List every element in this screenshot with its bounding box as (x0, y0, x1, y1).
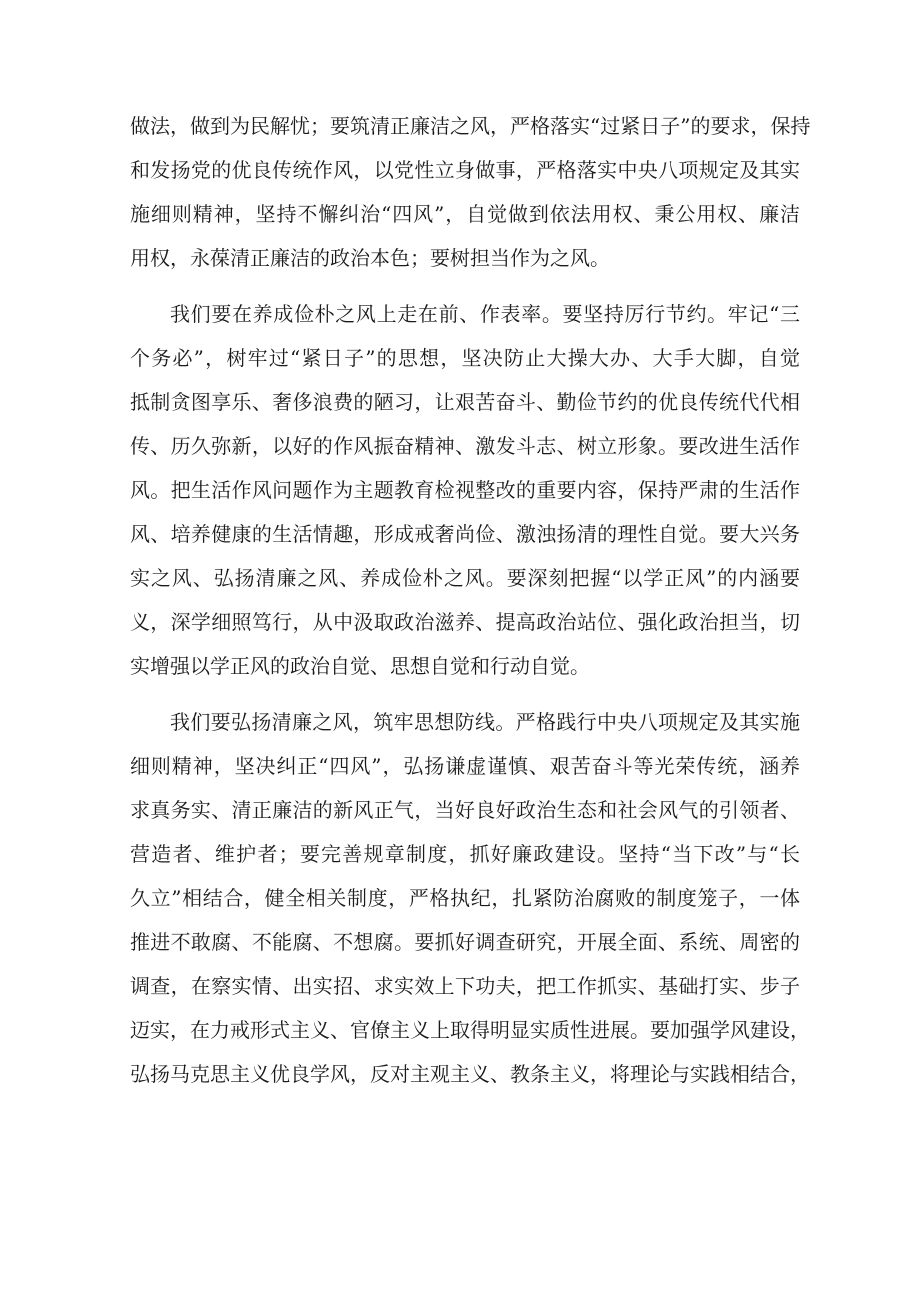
paragraph (130, 104, 811, 280)
text-line: 迈实，在力戒形式主义、官僚主义上取得明显实质性进展。要加强学风建设， (130, 1018, 810, 1042)
text-line: 实之风、弘扬清廉之风、养成俭朴之风。要深刻把握“以学正风”的内涵要 (130, 566, 800, 590)
text-line: 我们要在养成俭朴之风上走在前、作表率。要坚持厉行节约。牢记“三 (170, 302, 800, 326)
text-line: 调查，在察实情、出实招、求实效上下功夫，把工作抓实、基础打实、步子 (130, 974, 800, 998)
text-line: 义，深学细照笃行，从中汲取政治滋养、提高政治站位、强化政治担当，切 (130, 610, 800, 634)
text-line: 久立”相结合，健全相关制度，严格执纪，扎紧防治腐败的制度笼子，一体 (130, 886, 800, 910)
text-line: 风。把生活作风问题作为主题教育检视整改的重要内容，保持严肃的生活作 (130, 478, 800, 502)
text-line: 施细则精神，坚持不懈纠治“四风”，自觉做到依法用权、秉公用权、廉洁 (130, 202, 800, 226)
text-line: 求真务实、清正廉洁的新风正气，当好良好政治生态和社会风气的引领者、 (130, 798, 800, 822)
text-line: 做法，做到为民解忧；要筑清正廉洁之风，严格落实“过紧日子”的要求，保持 (130, 114, 811, 138)
text-line: 我们要弘扬清廉之风，筑牢思想防线。严格践行中央八项规定及其实施 (170, 710, 800, 734)
text-line: 传、历久弥新，以好的作风振奋精神、激发斗志、树立形象。要改进生活作 (130, 434, 800, 458)
text-line: 和发扬党的优良传统作风，以党性立身做事，严格落实中央八项规定及其实 (130, 158, 800, 182)
paragraph (130, 292, 800, 688)
text-line: 实增强以学正风的政治自觉、思想自觉和行动自觉。 (130, 654, 590, 678)
text-line: 用权，永葆清正廉洁的政治本色；要树担当作为之风。 (130, 246, 610, 270)
text-line: 个务必”，树牢过“紧日子”的思想，坚决防止大操大办、大手大脚，自觉 (130, 346, 800, 370)
paragraph-spacer (130, 280, 800, 292)
text-line: 推进不敢腐、不能腐、不想腐。要抓好调查研究，开展全面、系统、周密的 (130, 930, 800, 954)
text-line: 抵制贪图享乐、奢侈浪费的陋习，让艰苦奋斗、勤俭节约的优良传统代代相 (130, 390, 800, 414)
text-line: 风、培养健康的生活情趣，形成戒奢尚俭、激浊扬清的理性自觉。要大兴务 (130, 522, 800, 546)
text-line: 细则精神，坚决纠正“四风”，弘扬谦虚谨慎、艰苦奋斗等光荣传统，涵养 (130, 754, 800, 778)
paragraph (130, 700, 810, 1096)
text-line: 营造者、维护者；要完善规章制度，抓好廉政建设。坚持“当下改”与“长 (130, 842, 800, 866)
document-body (130, 104, 811, 1096)
paragraph-spacer (130, 688, 800, 700)
text-line: 弘扬马克思主义优良学风，反对主观主义、教条主义，将理论与实践相结合， (130, 1062, 810, 1086)
